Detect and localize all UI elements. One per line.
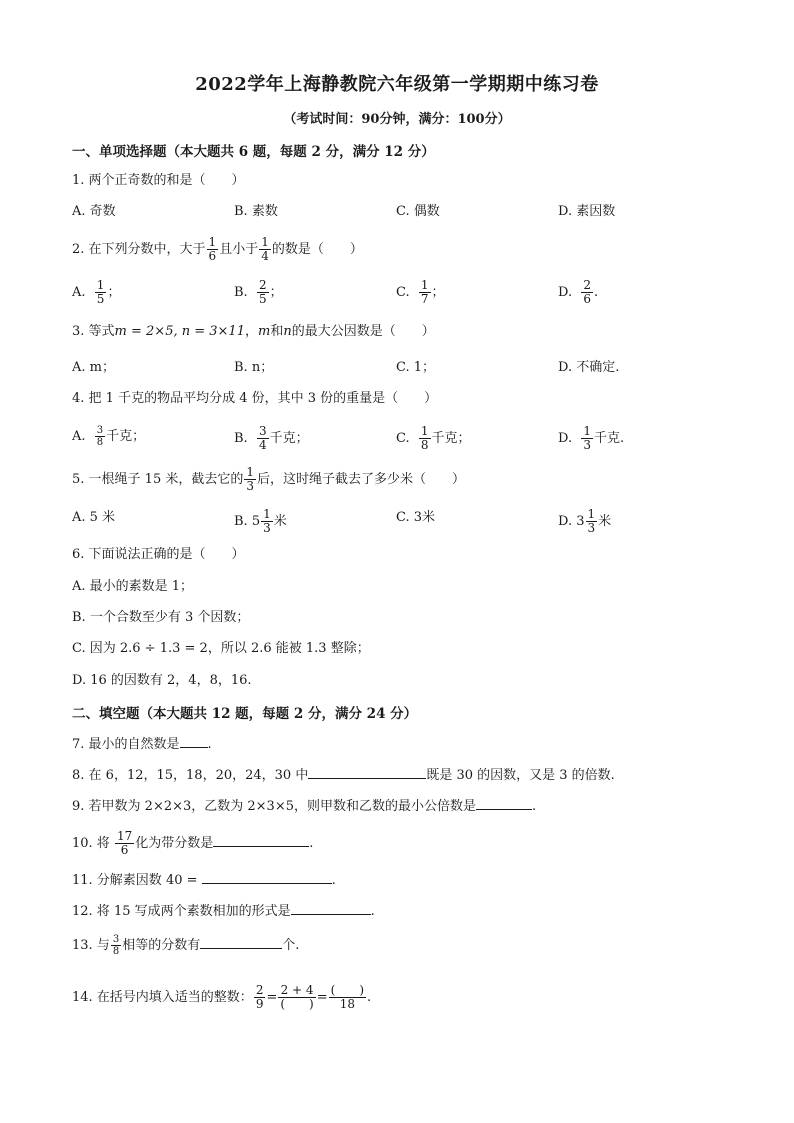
q5-option-c: C. 3米 bbox=[396, 510, 436, 525]
q1-option-d: D. 素因数 bbox=[558, 204, 616, 219]
q6-option-c: C. 因为 2.6 ÷ 1.3 = 2，所以 2.6 能被 1.3 整除； bbox=[72, 641, 370, 656]
q2-fraction-lower: $\frac{1}{6}$ bbox=[208, 235, 217, 263]
question-13: 13. 与 $\frac{3}{8}$ 相等的分数有 个. bbox=[72, 934, 300, 957]
question-6: 6. 下面说法正确的是（ ） bbox=[72, 547, 245, 562]
q11-answer-blank[interactable] bbox=[202, 869, 332, 884]
q3-equation: m = 2×5, n = 3×11 bbox=[114, 324, 245, 339]
q10-fraction: $\frac{17}{6}$ bbox=[116, 829, 133, 857]
q4-option-d: D. $\frac{1}{3}$ 千克. bbox=[558, 424, 625, 452]
q6-option-b: B. 一个合数至少有 3 个因数； bbox=[72, 610, 250, 625]
q5-option-d: D. 3 $\frac{1}{3}$ 米 bbox=[558, 507, 612, 535]
question-14: 14. 在括号内填入适当的整数： $\frac{2}{9}$ = $\frac{2 + 4}{( )}$ = $\frac{( )}{18}$ . bbox=[72, 983, 372, 1011]
question-4: 4. 把 1 千克的物品平均分成 4 份，其中 3 份的重量是（ ） bbox=[72, 391, 438, 406]
q5-fraction: $\frac{1}{3}$ bbox=[246, 465, 254, 493]
q14-fraction-3[interactable]: $\frac{( )}{18}$ bbox=[330, 983, 365, 1011]
q14-fraction-1: $\frac{2}{9}$ bbox=[255, 983, 264, 1011]
q8-answer-blank[interactable] bbox=[308, 764, 426, 779]
question-12: 12. 将 15 写成两个素数相加的形式是 . bbox=[72, 900, 375, 922]
q6-option-a: A. 最小的素数是 1； bbox=[72, 579, 194, 594]
exam-subtitle: （考试时间：90分钟，满分：100分） bbox=[283, 112, 511, 127]
q7-answer-blank[interactable] bbox=[180, 733, 208, 748]
question-5: 5. 一根绳子 15 米，截去它的 $\frac{1}{3}$ 后，这时绳子截去了多少米（ ） bbox=[72, 465, 465, 493]
q5-option-b: B. 5 $\frac{1}{3}$ 米 bbox=[234, 507, 287, 535]
question-9: 9. 若甲数为 2×2×3，乙数为 2×3×5，则甲数和乙数的最小公倍数是 . bbox=[72, 795, 536, 817]
q2-fraction-upper: $\frac{1}{4}$ bbox=[261, 235, 269, 263]
q5-option-a: A. 5 米 bbox=[72, 510, 116, 525]
q6-option-d: D. 16 的因数有 2，4，8，16. bbox=[72, 673, 252, 688]
q10-answer-blank[interactable] bbox=[213, 832, 309, 847]
question-11: 11. 分解素因数 40 = . bbox=[72, 869, 336, 891]
question-3: 3. 等式m = 2×5, n = 3×11，m和n的最大公因数是（ ） bbox=[72, 324, 435, 339]
section-heading-fill-in-blank: 二、填空题（本大题共 12 题，每题 2 分，满分 24 分） bbox=[72, 706, 418, 722]
q2-option-c: C. $\frac{1}{7}$ ； bbox=[396, 278, 445, 306]
section-heading-multiple-choice: 一、单项选择题（本大题共 6 题，每题 2 分，满分 12 分） bbox=[72, 144, 435, 160]
q3-option-b: B. n； bbox=[234, 360, 274, 375]
q2-text-pre: 2. 在下列分数中，大于 bbox=[72, 242, 206, 257]
exam-title: 2022学年上海静教院六年级第一学期期中练习卷 bbox=[195, 74, 599, 95]
question-1: 1. 两个正奇数的和是（ ） bbox=[72, 173, 245, 188]
q2-option-d: D. $\frac{2}{6}$ . bbox=[558, 278, 599, 306]
q4-option-b: B. $\frac{3}{4}$ 千克； bbox=[234, 424, 309, 452]
q1-option-b: B. 素数 bbox=[234, 204, 278, 219]
q13-answer-blank[interactable] bbox=[200, 934, 282, 949]
q9-answer-blank[interactable] bbox=[476, 795, 532, 810]
q13-fraction: $\frac{3}{8}$ bbox=[112, 934, 120, 957]
q4-option-a: A. $\frac{3}{8}$ 千克； bbox=[72, 425, 146, 448]
q2-option-a: A. $\frac{1}{5}$ ； bbox=[72, 278, 121, 306]
q3-option-d: D. 不确定. bbox=[558, 360, 620, 375]
q1-option-c: C. 偶数 bbox=[396, 204, 440, 219]
q2-option-b: B. $\frac{2}{5}$ ； bbox=[234, 278, 283, 306]
q12-answer-blank[interactable] bbox=[291, 900, 371, 915]
q4-option-c: C. $\frac{1}{8}$ 千克； bbox=[396, 424, 471, 452]
question-2 bbox=[72, 236, 363, 263]
question-7: 7. 最小的自然数是 . bbox=[72, 733, 212, 755]
q1-option-a: A. 奇数 bbox=[72, 204, 116, 219]
question-8: 8. 在 6，12，15，18，20，24，30 中 既是 30 的因数，又是 3 的倍数. bbox=[72, 764, 615, 786]
q3-option-c: C. 1； bbox=[396, 360, 436, 375]
question-10: 10. 将 $\frac{17}{6}$ 化为带分数是 . bbox=[72, 829, 314, 857]
q2-text-mid: 且小于 bbox=[219, 242, 259, 257]
q2-text-post: 的数是（ ） bbox=[271, 242, 363, 257]
q14-fraction-2[interactable]: $\frac{2 + 4}{( )}$ bbox=[280, 983, 314, 1011]
q3-option-a: A. m； bbox=[72, 360, 115, 375]
